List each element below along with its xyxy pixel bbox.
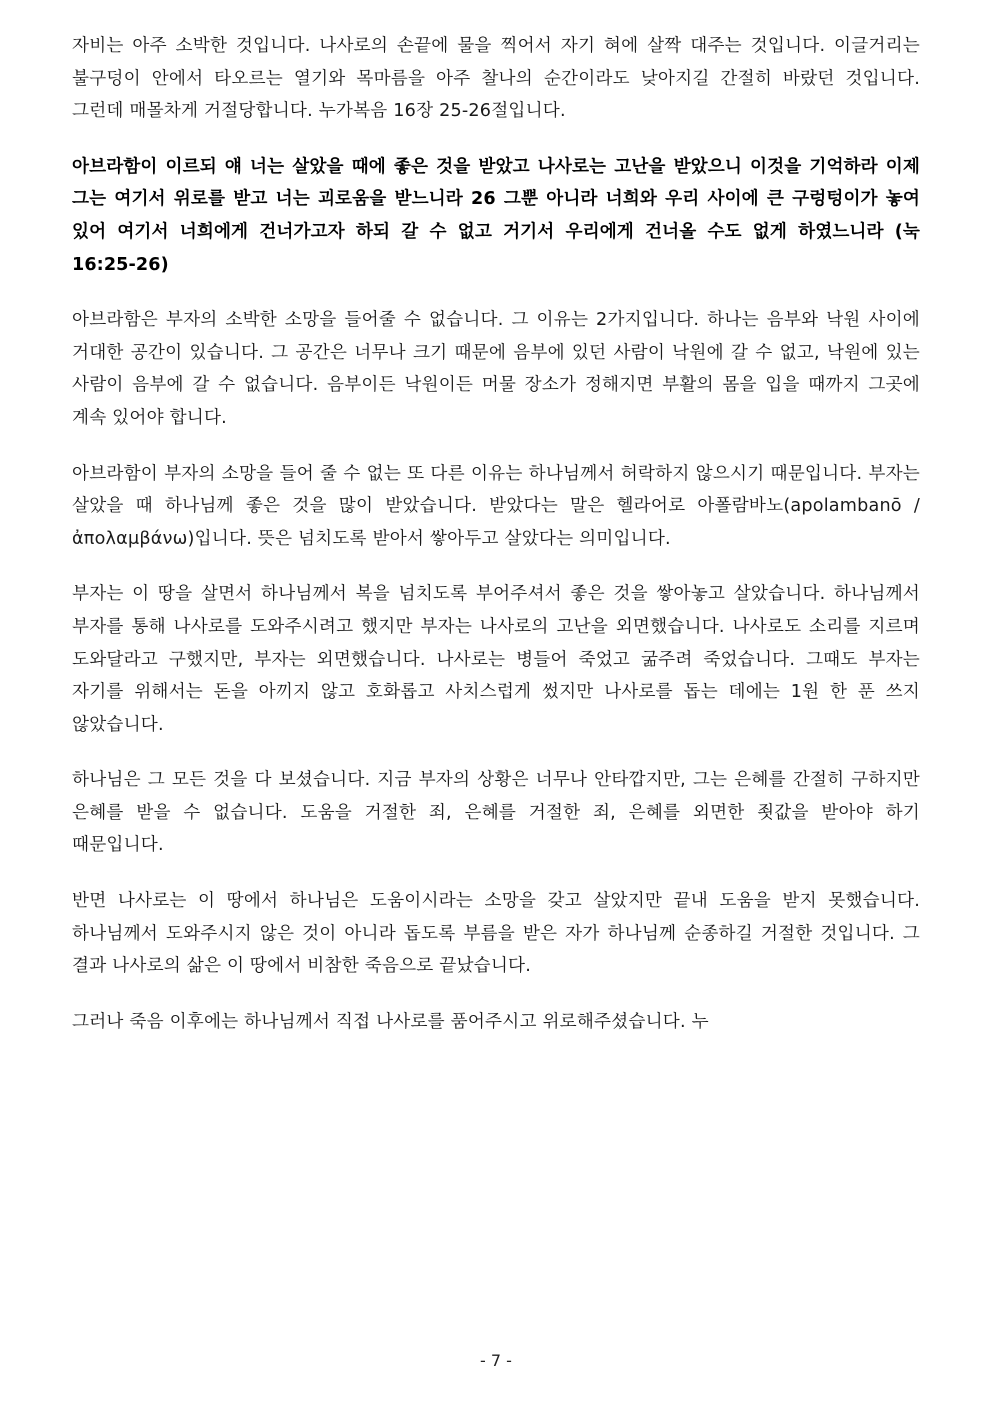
document-body xyxy=(72,30,920,1061)
paragraph-4: 아브라함이 부자의 소망을 들어 줄 수 없는 또 다른 이유는 하나님께서 허락하지 않으시기 때문입니다. 부자는 살았을 때 하나님께 좋은 것을 많이 받았습니다. 받았다는 말은 헬라어로 아폴람바노(apolambanō / ἀπολαμβάνω)입니다. 뜻은 넘치도록 받아서 쌓아두고 살았다는 의미입니다. xyxy=(72,463,920,549)
page-number: - 7 - xyxy=(480,1351,512,1370)
paragraph-6: 하나님은 그 모든 것을 다 보셨습니다. 지금 부자의 상황은 너무나 안타깝지만, 그는 은혜를 간절히 구하지만 은혜를 받을 수 없습니다. 도움을 거절한 죄, 은혜를 거절한 죄, 은혜를 외면한 죗값을 받아야 하기 때문입니다. xyxy=(72,770,920,856)
scripture-quote: 아브라함이 이르되 얘 너는 살았을 때에 좋은 것을 받았고 나사로는 고난을 받았으니 이것을 기억하라 이제 그는 여기서 위로를 받고 너는 괴로움을 받느니라 26 그뿐 아니라 너희와 우리 사이에 큰 구렁텅이가 놓여 있어 여기서 너희에게 건너가고자 하되 갈 수 없고 거기서 우리에게 건너올 수도 없게 하였느니라 (눅 16:25-26) xyxy=(72,156,920,275)
paragraph-8: 그러나 죽음 이후에는 하나님께서 직접 나사로를 품어주시고 위로해주셨습니다. 누 xyxy=(72,1011,709,1032)
paragraph-3: 아브라함은 부자의 소박한 소망을 들어줄 수 없습니다. 그 이유는 2가지입니다. 하나는 음부와 낙원 사이에 거대한 공간이 있습니다. 그 공간은 너무나 크기 때문에 음부에 있던 사람이 낙원에 갈 수 없고, 낙원에 있는 사람이 음부에 갈 수 없습니다. 음부이든 낙원이든 머물 장소가 정해지면 부활의 몸을 입을 때까지 그곳에 계속 있어야 합니다. xyxy=(72,310,920,428)
paragraph-5: 부자는 이 땅을 살면서 하나님께서 복을 넘치도록 부어주셔서 좋은 것을 쌓아놓고 살았습니다. 하나님께서 부자를 통해 나사로를 도와주시려고 했지만 부자는 나사로의 고난을 외면했습니다. 나사로도 소리를 지르며 도와달라고 구했지만, 부자는 외면했습니다. 나사로는 병들어 죽었고 굶주려 죽었습니다. 그때도 부자는 자기를 위해서는 돈을 아끼지 않고 호화롭고 사치스럽게 썼지만 나사로를 돕는 데에는 1원 한 푼 쓰지 않았습니다. xyxy=(72,584,920,735)
paragraph-1: 자비는 아주 소박한 것입니다. 나사로의 손끝에 물을 찍어서 자기 혀에 살짝 대주는 것입니다. 이글거리는 불구덩이 안에서 타오르는 열기와 목마름을 아주 찰나의 순간이라도 낮아지길 간절히 바랐던 것입니다. 그런데 매몰차게 거절당합니다. 누가복음 16장 25-26절입니다. xyxy=(72,36,920,122)
paragraph-7: 반면 나사로는 이 땅에서 하나님은 도움이시라는 소망을 갖고 살았지만 끝내 도움을 받지 못했습니다. 하나님께서 도와주시지 않은 것이 아니라 돕도록 부름을 받은 자가 하나님께 순종하길 거절한 것입니다. 그 결과 나사로의 삶은 이 땅에서 비참한 죽음으로 끝났습니다. xyxy=(72,891,920,977)
